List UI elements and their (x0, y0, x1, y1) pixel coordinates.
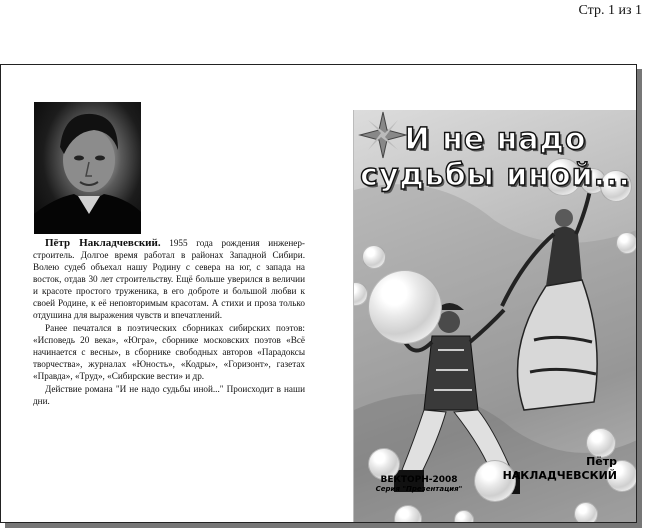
publisher-block (364, 475, 474, 493)
bubble-decoration (454, 510, 474, 523)
portrait-icon (34, 102, 141, 234)
bio-paragraph-1 (33, 237, 305, 321)
bio-paragraph-3: Действие романа "И не надо судьбы иной..." Происходит в наши дни. (33, 384, 305, 406)
series-name: Серия "Презентация" (375, 485, 463, 493)
cover-title-line-1: И не надо (404, 122, 587, 157)
bubble-decoration (574, 502, 598, 523)
author-photo (34, 102, 141, 234)
book-spread (0, 64, 637, 523)
cover-author (503, 455, 617, 483)
cover-title (354, 122, 637, 194)
bubble-decoration (362, 245, 386, 269)
author-name: Пётр Накладчевский. (45, 237, 161, 249)
bio-paragraph-2: Ранее печатался в поэтических сборниках сибирских поэтов: «Исповедь 20 века», «Югра», сборнике московских поэтов «Всё начинается с весны», в сборнике свободных авторов «Парадоксы творчества», журналах «Юность», «Кодры», «Горизонт», газетах «Правда», «Труд», «Сибирские вести» и др. (33, 323, 305, 381)
book-cover (353, 110, 637, 523)
bio-paragraph-1-text: 1955 года рождения инженер-строитель. Долгое время работал в районах Западной Сибири. Волею судеб объехал нашу Родину с севера на юг, с запада на восток, отдав 30 лет строительству. Ещё больше уверился в величии и красоте простого труженика, в его доброте и большой любви к своей Родине, к её неповторимым красотам. А стихи и проза только отдушина для выражения чувств и впечатлений. (33, 238, 305, 320)
bubble-decoration (616, 232, 637, 254)
author-biography (33, 237, 305, 408)
page-number: Стр. 1 из 1 (578, 3, 642, 18)
bubble-decoration (586, 428, 616, 458)
cover-author-last-name: НАКЛАДЧЕВСКИЙ (502, 469, 617, 482)
bubble-decoration (368, 270, 442, 344)
cover-title-line-2: судьбы иной... (360, 158, 631, 193)
cover-author-first-name: Пётр (586, 455, 617, 468)
publisher-name: ВЕКТОРН-2008 (380, 475, 458, 485)
